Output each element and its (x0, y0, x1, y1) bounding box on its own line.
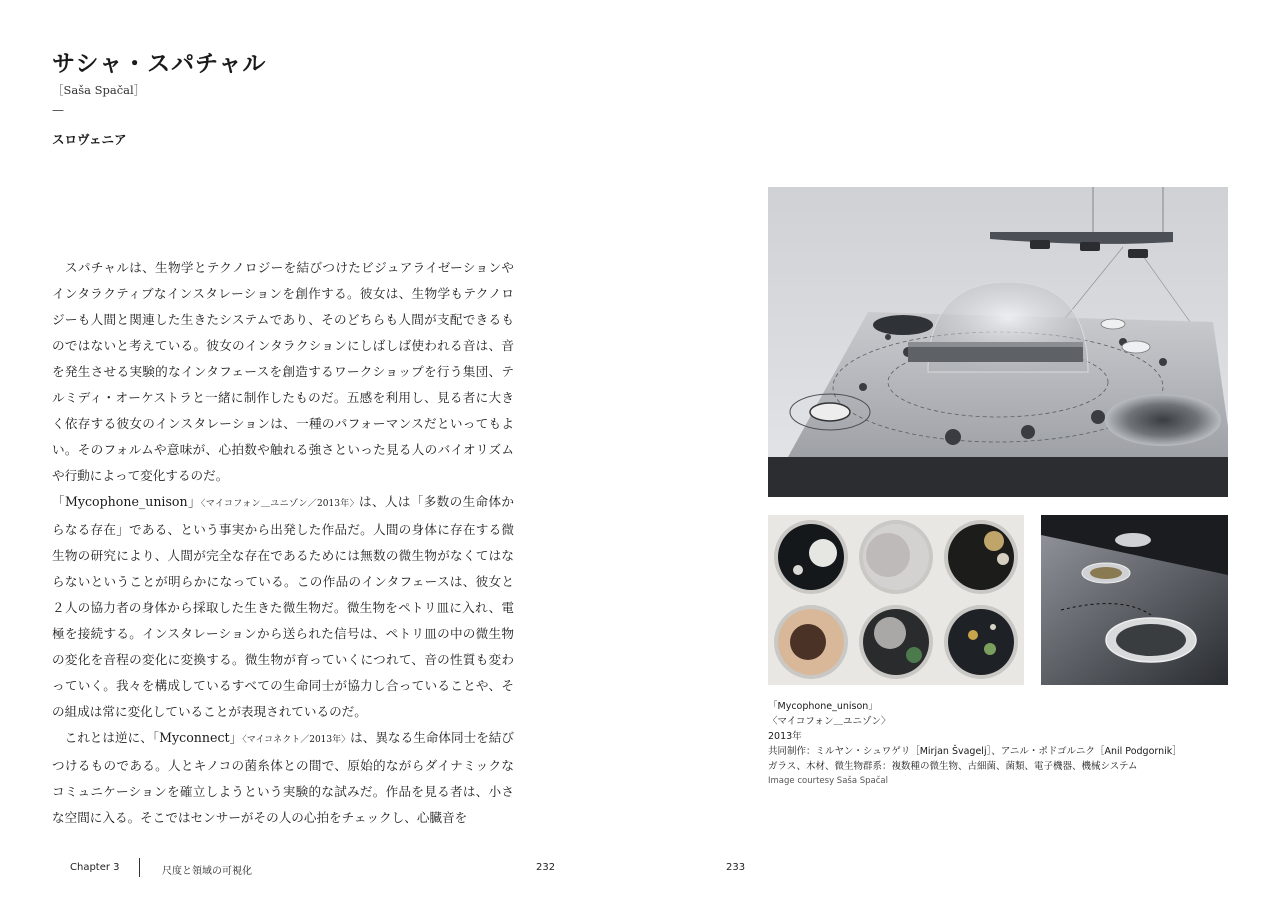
page-number-left: 232 (536, 862, 556, 873)
petri-dish-6 (944, 605, 1018, 679)
artist-name: サシャ・スパチャル (52, 51, 267, 77)
footer-section-title: 尺度と領域の可視化 (162, 866, 252, 877)
petri-dish-1 (774, 520, 848, 594)
paragraph-1: スパチャルは、生物学とテクノロジーを結びつけたビジュアライゼーションやインタラクティブなインスタレーションを創作する。彼女は、生物学もテクノロジーも人間と関連した生きたシステムであり、そのどちらも人間が支配できるものではないと考えている。彼女のインタラクションにしばしば使われる音は、音を発生させる実験的なインタフェースを創造するワークショップを行う集団、テルミディ・オーケストラと一緒に制作したものだ。五感を利用し、見る者に大きく依存する彼女のインスタレーションは、一種のパフォーマンスだといってもよい。そのフォルムや意味が、心拍数や触れる強さといった見る人のバイオリズムや行動によって変化するのだ。 (52, 260, 514, 483)
petri-dish-3 (944, 520, 1018, 594)
caption-title-japanese: 〈マイコフォン＿ユニゾン〉 (768, 716, 891, 727)
caption-title: 「Mycophone_unison」 (768, 701, 878, 712)
footer-chapter: Chapter 3 (70, 862, 120, 873)
caption-year: 2013年 (768, 731, 802, 742)
petri-dishes-photo (768, 515, 1024, 685)
footer-divider (139, 858, 140, 877)
caption-materials: ガラス、木材、微生物群系：複数種の微生物、古細菌、菌類、電子機器、機械システム (768, 761, 1138, 772)
paragraph-2 (52, 489, 514, 725)
petri-dish-5 (859, 605, 933, 679)
paragraph-3-text: は、異なる生命体同士を結びつけるものである。人とキノコの菌糸体との間で、原始的ながらダイナミックなコミュニケーションを確立しようという実験的な試みだ。作品を見る者は、小さな空間に入る。そこではセンサーがその人の心拍をチェックし、心臓音を (52, 730, 515, 825)
installation-detail-graphic (1041, 515, 1228, 685)
caption-collaborators: 共同制作：ミルヤン・シュワゲリ［Mirjan Švagelj］、アニル・ポドゴルニク［Anil Podgornik］ (768, 746, 1182, 757)
work-title-myconnect: これとは逆に、「Myconnect」 (52, 730, 243, 745)
petri-dish-2 (859, 520, 933, 594)
page-number-right: 233 (726, 862, 746, 873)
artist-country: スロヴェニア (52, 132, 127, 147)
header-dash: — (52, 103, 64, 117)
petri-dish-4 (774, 605, 848, 679)
work-subtitle-myconnect: 〈マイコネクト／2013年〉 (242, 735, 351, 745)
paragraph-2-text: は、人は「多数の生命体からなる存在」である、という事実から出発した作品だ。人間の身体に存在する微生物の研究により、人間が完全な存在であるためには無数の微生物がなくてはならないということが明らかになっている。この作品のインタフェースは、彼女と２人の協力者の身体から採取した生きた微生物だ。微生物をペトリ皿に入れ、電極を接続する。インスタレーションから送られた信号は、ペトリ皿の中の微生物の変化を音程の変化に変換する。微生物が育っていくにつれて、音の性質も変わっていく。我々を構成しているすべての生命同士が協力し合っていることや、その組成は常に変化していることが表現されているのだ。 (52, 494, 515, 719)
artist-latin-name: ［Saša Spačal］ (52, 83, 146, 97)
paragraph-3 (52, 725, 514, 831)
image-caption (768, 699, 1182, 789)
work-subtitle-mycophone: 〈マイコフォン＿ユニゾン／2013年〉 (200, 499, 359, 509)
work-title-mycophone: 「Mycophone_unison」 (52, 494, 201, 509)
caption-courtesy: Image courtesy Saša Spačal (768, 776, 888, 786)
installation-detail-photo (1041, 515, 1228, 685)
installation-photo (768, 187, 1228, 497)
installation-photo-graphic (768, 187, 1228, 497)
body-text (52, 255, 514, 831)
petri-dishes-graphic (768, 515, 1024, 685)
